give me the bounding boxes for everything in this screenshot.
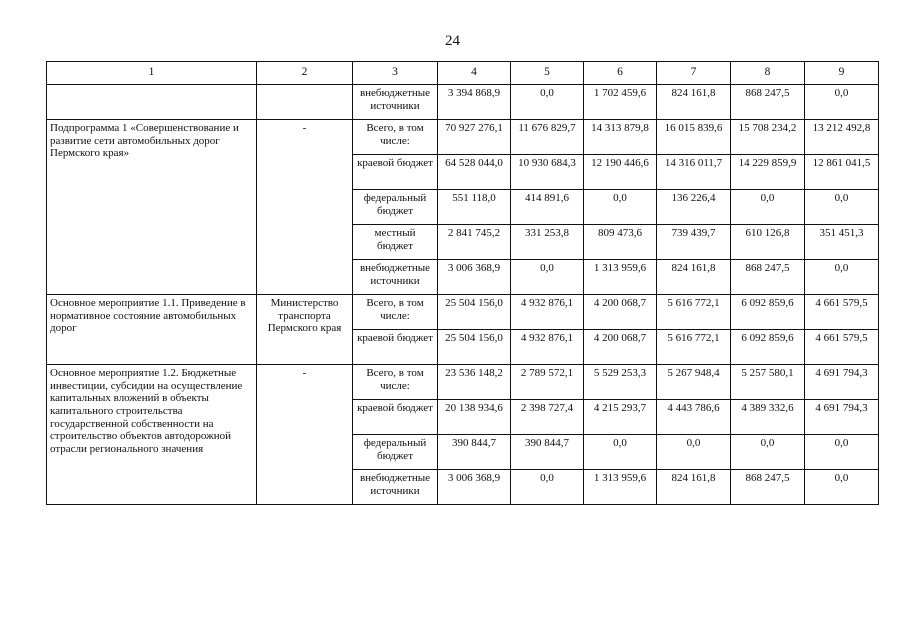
funding-source-cell: краевой бюджет bbox=[353, 155, 438, 190]
amount-cell: 0,0 bbox=[511, 260, 584, 295]
amount-cell: 1 313 959,6 bbox=[584, 260, 657, 295]
amount-cell: 5 529 253,3 bbox=[584, 365, 657, 400]
amount-cell: 390 844,7 bbox=[438, 435, 511, 470]
amount-cell: 0,0 bbox=[731, 190, 805, 225]
amount-cell: 25 504 156,0 bbox=[438, 295, 511, 330]
funding-source-cell: краевой бюджет bbox=[353, 400, 438, 435]
executor-cell: - bbox=[257, 365, 353, 505]
amount-cell: 4 200 068,7 bbox=[584, 330, 657, 365]
header-row bbox=[47, 62, 879, 85]
column-header: 3 bbox=[353, 62, 438, 85]
amount-cell: 1 313 959,6 bbox=[584, 470, 657, 505]
amount-cell: 5 257 580,1 bbox=[731, 365, 805, 400]
column-header: 2 bbox=[257, 62, 353, 85]
amount-cell: 4 443 786,6 bbox=[657, 400, 731, 435]
funding-source-cell: федеральный бюджет bbox=[353, 190, 438, 225]
column-header: 5 bbox=[511, 62, 584, 85]
amount-cell: 15 708 234,2 bbox=[731, 120, 805, 155]
amount-cell: 11 676 829,7 bbox=[511, 120, 584, 155]
amount-cell: 351 451,3 bbox=[805, 225, 879, 260]
table-body bbox=[47, 85, 879, 505]
amount-cell: 2 398 727,4 bbox=[511, 400, 584, 435]
amount-cell: 809 473,6 bbox=[584, 225, 657, 260]
amount-cell: 25 504 156,0 bbox=[438, 330, 511, 365]
table-row bbox=[47, 85, 879, 120]
measure-name-cell: Подпрограмма 1 «Совершенствование и развитие сети автомобильных дорог Пермского края» bbox=[47, 120, 257, 295]
amount-cell: 3 006 368,9 bbox=[438, 260, 511, 295]
amount-cell: 0,0 bbox=[584, 435, 657, 470]
amount-cell: 2 789 572,1 bbox=[511, 365, 584, 400]
amount-cell: 868 247,5 bbox=[731, 85, 805, 120]
amount-cell: 0,0 bbox=[731, 435, 805, 470]
column-header: 6 bbox=[584, 62, 657, 85]
amount-cell: 4 661 579,5 bbox=[805, 295, 879, 330]
amount-cell: 2 841 745,2 bbox=[438, 225, 511, 260]
column-header: 9 bbox=[805, 62, 879, 85]
amount-cell: 0,0 bbox=[805, 190, 879, 225]
amount-cell: 331 253,8 bbox=[511, 225, 584, 260]
measure-name-cell bbox=[47, 85, 257, 120]
amount-cell: 0,0 bbox=[511, 85, 584, 120]
table-row bbox=[47, 295, 879, 330]
amount-cell: 14 316 011,7 bbox=[657, 155, 731, 190]
budget-table bbox=[46, 61, 879, 505]
amount-cell: 824 161,8 bbox=[657, 260, 731, 295]
amount-cell: 414 891,6 bbox=[511, 190, 584, 225]
amount-cell: 64 528 044,0 bbox=[438, 155, 511, 190]
amount-cell: 868 247,5 bbox=[731, 260, 805, 295]
amount-cell: 4 661 579,5 bbox=[805, 330, 879, 365]
amount-cell: 5 616 772,1 bbox=[657, 330, 731, 365]
amount-cell: 0,0 bbox=[805, 260, 879, 295]
amount-cell: 4 389 332,6 bbox=[731, 400, 805, 435]
funding-source-cell: внебюджетные источники bbox=[353, 470, 438, 505]
executor-cell: Министерство транспорта Пермского края bbox=[257, 295, 353, 365]
amount-cell: 739 439,7 bbox=[657, 225, 731, 260]
executor-cell: - bbox=[257, 120, 353, 295]
amount-cell: 10 930 684,3 bbox=[511, 155, 584, 190]
amount-cell: 12 861 041,5 bbox=[805, 155, 879, 190]
amount-cell: 551 118,0 bbox=[438, 190, 511, 225]
amount-cell: 3 394 868,9 bbox=[438, 85, 511, 120]
amount-cell: 23 536 148,2 bbox=[438, 365, 511, 400]
table-header bbox=[47, 62, 879, 85]
amount-cell: 20 138 934,6 bbox=[438, 400, 511, 435]
column-header: 4 bbox=[438, 62, 511, 85]
funding-source-cell: Всего, в том числе: bbox=[353, 120, 438, 155]
page-number: 24 bbox=[445, 33, 460, 49]
amount-cell: 5 616 772,1 bbox=[657, 295, 731, 330]
measure-name-cell: Основное мероприятие 1.1. Приведение в нормативное состояние автомобильных дорог bbox=[47, 295, 257, 365]
amount-cell: 390 844,7 bbox=[511, 435, 584, 470]
amount-cell: 4 932 876,1 bbox=[511, 330, 584, 365]
executor-cell bbox=[257, 85, 353, 120]
amount-cell: 4 691 794,3 bbox=[805, 365, 879, 400]
amount-cell: 0,0 bbox=[805, 470, 879, 505]
column-header: 8 bbox=[731, 62, 805, 85]
funding-source-cell: Всего, в том числе: bbox=[353, 295, 438, 330]
amount-cell: 0,0 bbox=[584, 190, 657, 225]
amount-cell: 14 313 879,8 bbox=[584, 120, 657, 155]
table-row bbox=[47, 365, 879, 400]
amount-cell: 824 161,8 bbox=[657, 85, 731, 120]
amount-cell: 824 161,8 bbox=[657, 470, 731, 505]
amount-cell: 136 226,4 bbox=[657, 190, 731, 225]
amount-cell: 16 015 839,6 bbox=[657, 120, 731, 155]
funding-source-cell: федеральный бюджет bbox=[353, 435, 438, 470]
amount-cell: 1 702 459,6 bbox=[584, 85, 657, 120]
amount-cell: 4 932 876,1 bbox=[511, 295, 584, 330]
amount-cell: 868 247,5 bbox=[731, 470, 805, 505]
amount-cell: 14 229 859,9 bbox=[731, 155, 805, 190]
amount-cell: 4 691 794,3 bbox=[805, 400, 879, 435]
table-row bbox=[47, 120, 879, 155]
measure-name-cell: Основное мероприятие 1.2. Бюджетные инвестиции, субсидии на осуществление капитальных вложений в объекты капитального строительства государственной собственности на строительство объектов автодорожной отрасли регионального значения bbox=[47, 365, 257, 505]
amount-cell: 0,0 bbox=[805, 85, 879, 120]
amount-cell: 0,0 bbox=[511, 470, 584, 505]
amount-cell: 70 927 276,1 bbox=[438, 120, 511, 155]
amount-cell: 0,0 bbox=[805, 435, 879, 470]
funding-source-cell: Всего, в том числе: bbox=[353, 365, 438, 400]
amount-cell: 5 267 948,4 bbox=[657, 365, 731, 400]
amount-cell: 4 200 068,7 bbox=[584, 295, 657, 330]
amount-cell: 3 006 368,9 bbox=[438, 470, 511, 505]
funding-source-cell: краевой бюджет bbox=[353, 330, 438, 365]
amount-cell: 6 092 859,6 bbox=[731, 330, 805, 365]
column-header: 7 bbox=[657, 62, 731, 85]
amount-cell: 610 126,8 bbox=[731, 225, 805, 260]
amount-cell: 0,0 bbox=[657, 435, 731, 470]
amount-cell: 6 092 859,6 bbox=[731, 295, 805, 330]
amount-cell: 12 190 446,6 bbox=[584, 155, 657, 190]
amount-cell: 4 215 293,7 bbox=[584, 400, 657, 435]
column-header: 1 bbox=[47, 62, 257, 85]
funding-source-cell: внебюджетные источники bbox=[353, 260, 438, 295]
amount-cell: 13 212 492,8 bbox=[805, 120, 879, 155]
funding-source-cell: внебюджетные источники bbox=[353, 85, 438, 120]
funding-source-cell: местный бюджет bbox=[353, 225, 438, 260]
